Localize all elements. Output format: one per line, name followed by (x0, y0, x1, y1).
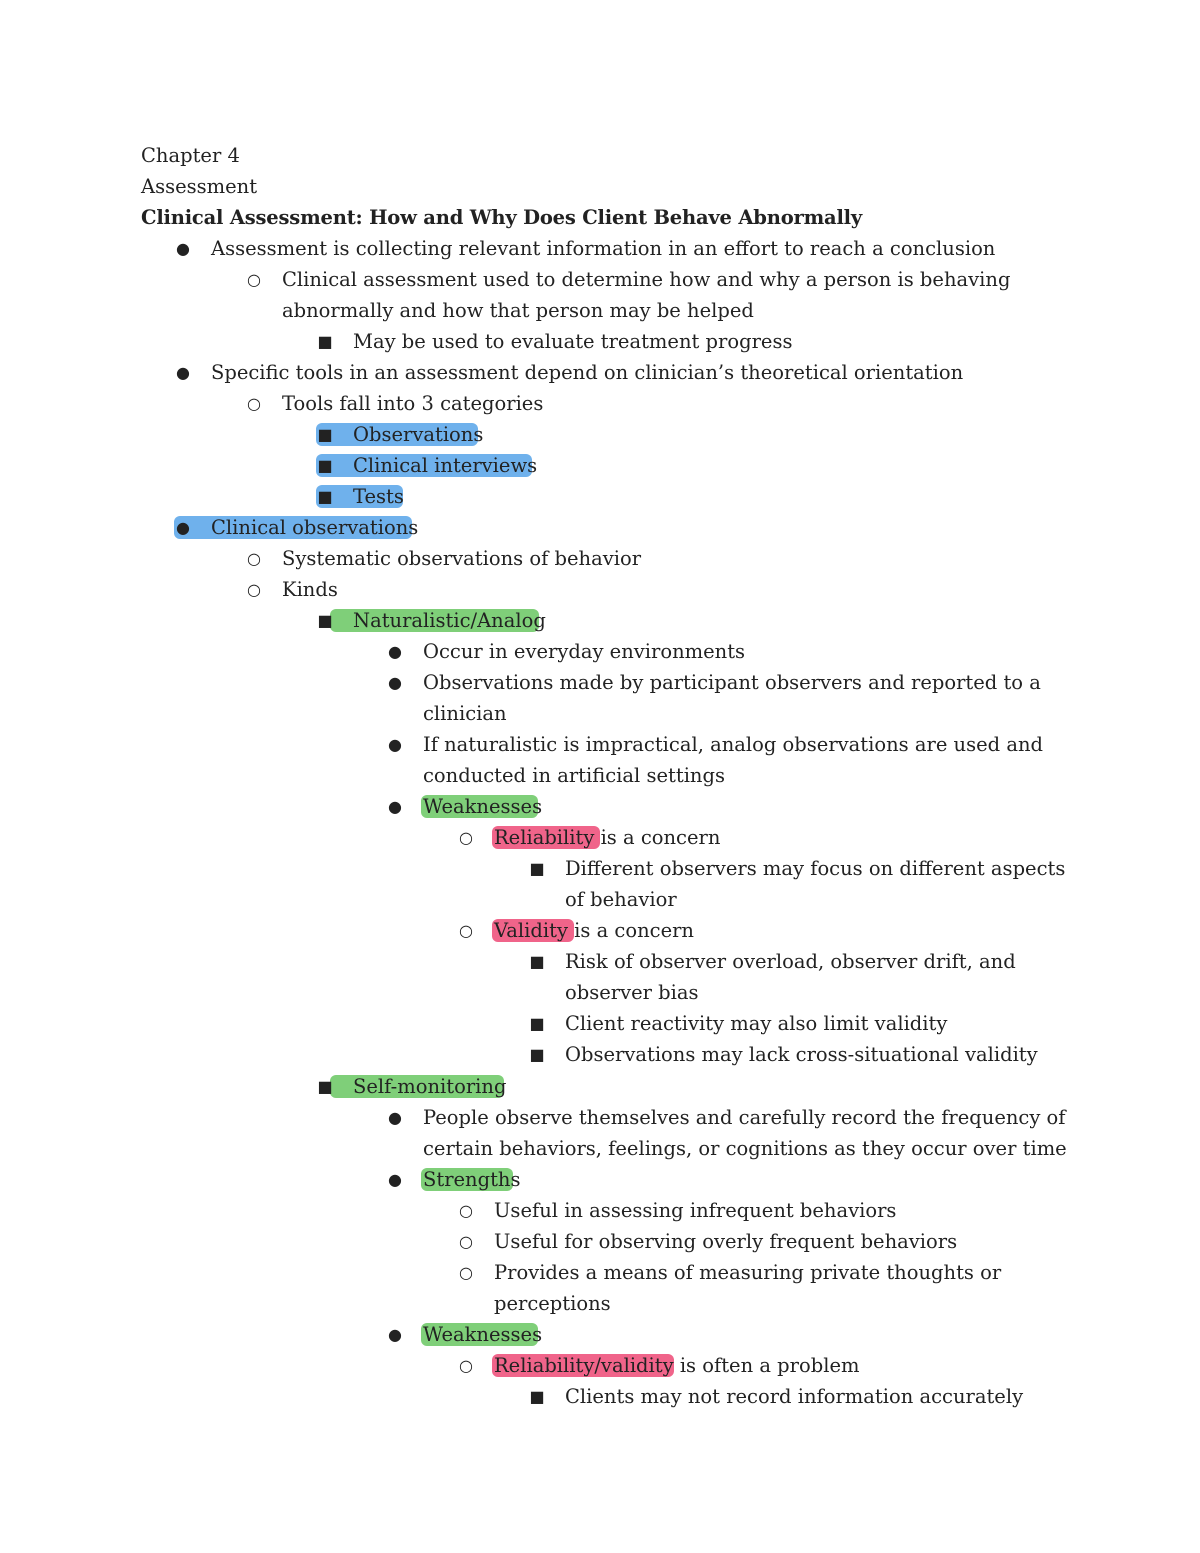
outline-item-highlighted: Clinical observations (211, 516, 419, 539)
bullet-square: ■ (529, 1045, 545, 1064)
bullet-circle: ○ (247, 580, 261, 599)
outline-item-continued: conducted in artificial settings (423, 764, 725, 787)
outline-item: Different observers may focus on different aspects (565, 857, 1066, 880)
outline-item: Clients may not record information accurately (565, 1385, 1024, 1408)
bullet-square: ■ (317, 456, 333, 475)
bullet-circle: ○ (459, 1232, 473, 1251)
bullet-circle: ○ (459, 921, 473, 940)
bullet-circle: ○ (459, 1201, 473, 1220)
outline-item (494, 822, 720, 853)
highlighted-term: Reliability (494, 826, 595, 849)
subject-heading: Assessment (141, 175, 258, 198)
outline-item-continued: observer bias (565, 981, 699, 1004)
outline-item (494, 915, 694, 946)
bullet-circle: ○ (247, 549, 261, 568)
outline-item: Specific tools in an assessment depend on clinician’s theoretical orientation (211, 361, 964, 384)
outline-item: Risk of observer overload, observer drift, and (565, 950, 1016, 973)
outline-item: Kinds (282, 578, 338, 601)
outline-item-continued: perceptions (494, 1292, 611, 1315)
bullet-disc: ● (176, 518, 190, 537)
outline-item: Client reactivity may also limit validity (565, 1012, 948, 1035)
bullet-circle: ○ (459, 828, 473, 847)
bullet-square: ■ (317, 611, 333, 630)
outline-item-highlighted: Clinical interviews (353, 454, 538, 477)
outline-item: Provides a means of measuring private thoughts or (494, 1261, 1002, 1284)
outline-item: Observations may lack cross-situational validity (565, 1043, 1038, 1066)
outline-item-continued: certain behaviors, feelings, or cognitions as they occur over time (423, 1137, 1067, 1160)
outline-item-highlighted: Weaknesses (423, 795, 543, 818)
outline-item-highlighted: Naturalistic/Analog (353, 609, 546, 632)
section-title: Clinical Assessment: How and Why Does Client Behave Abnormally (141, 206, 862, 229)
bullet-disc: ● (388, 1170, 402, 1189)
outline-item-highlighted: Weaknesses (423, 1323, 543, 1346)
bullet-square: ■ (529, 1014, 545, 1033)
outline-item-continued: abnormally and how that person may be helped (282, 299, 754, 322)
bullet-square: ■ (317, 487, 333, 506)
bullet-disc: ● (388, 673, 402, 692)
bullet-disc: ● (388, 1325, 402, 1344)
outline-item: Assessment is collecting relevant information in an effort to reach a conclusion (211, 237, 996, 260)
bullet-square: ■ (317, 425, 333, 444)
outline-item: Useful in assessing infrequent behaviors (494, 1199, 897, 1222)
bullet-square: ■ (317, 332, 333, 351)
bullet-circle: ○ (247, 394, 261, 413)
bullet-square: ■ (529, 952, 545, 971)
bullet-square: ■ (529, 1387, 545, 1406)
outline-item: People observe themselves and carefully record the frequency of (423, 1106, 1066, 1129)
outline-item: Systematic observations of behavior (282, 547, 642, 570)
outline-item-highlighted: Self-monitoring (353, 1075, 507, 1098)
bullet-disc: ● (388, 735, 402, 754)
outline-item: Occur in everyday environments (423, 640, 746, 663)
outline-item-highlighted: Tests (353, 485, 404, 508)
bullet-disc: ● (388, 1108, 402, 1127)
outline-item: Clinical assessment used to determine how and why a person is behaving (282, 268, 1011, 291)
outline-item-highlighted: Observations (353, 423, 484, 446)
outline-item: Tools fall into 3 categories (282, 392, 544, 415)
bullet-disc: ● (176, 363, 190, 382)
item-text: is often a problem (673, 1354, 860, 1377)
bullet-circle: ○ (459, 1356, 473, 1375)
outline-item (494, 1350, 859, 1381)
outline-item-continued: clinician (423, 702, 507, 725)
bullet-disc: ● (388, 642, 402, 661)
item-text: is a concern (567, 919, 694, 942)
outline-item: Useful for observing overly frequent behaviors (494, 1230, 958, 1253)
outline-item-highlighted: Strengths (423, 1168, 521, 1191)
bullet-disc: ● (176, 239, 190, 258)
bullet-square: ■ (317, 1077, 333, 1096)
chapter-heading: Chapter 4 (141, 144, 240, 167)
outline-item: Observations made by participant observers and reported to a (423, 671, 1041, 694)
outline-item-continued: of behavior (565, 888, 677, 911)
bullet-circle: ○ (247, 270, 261, 289)
bullet-disc: ● (388, 797, 402, 816)
bullet-circle: ○ (459, 1263, 473, 1282)
bullet-square: ■ (529, 859, 545, 878)
highlighted-term: Reliability/validity (494, 1354, 674, 1377)
highlighted-term: Validity (494, 919, 568, 942)
outline-item: May be used to evaluate treatment progress (353, 330, 793, 353)
item-text: is a concern (594, 826, 721, 849)
outline-item: If naturalistic is impractical, analog observations are used and (423, 733, 1044, 756)
